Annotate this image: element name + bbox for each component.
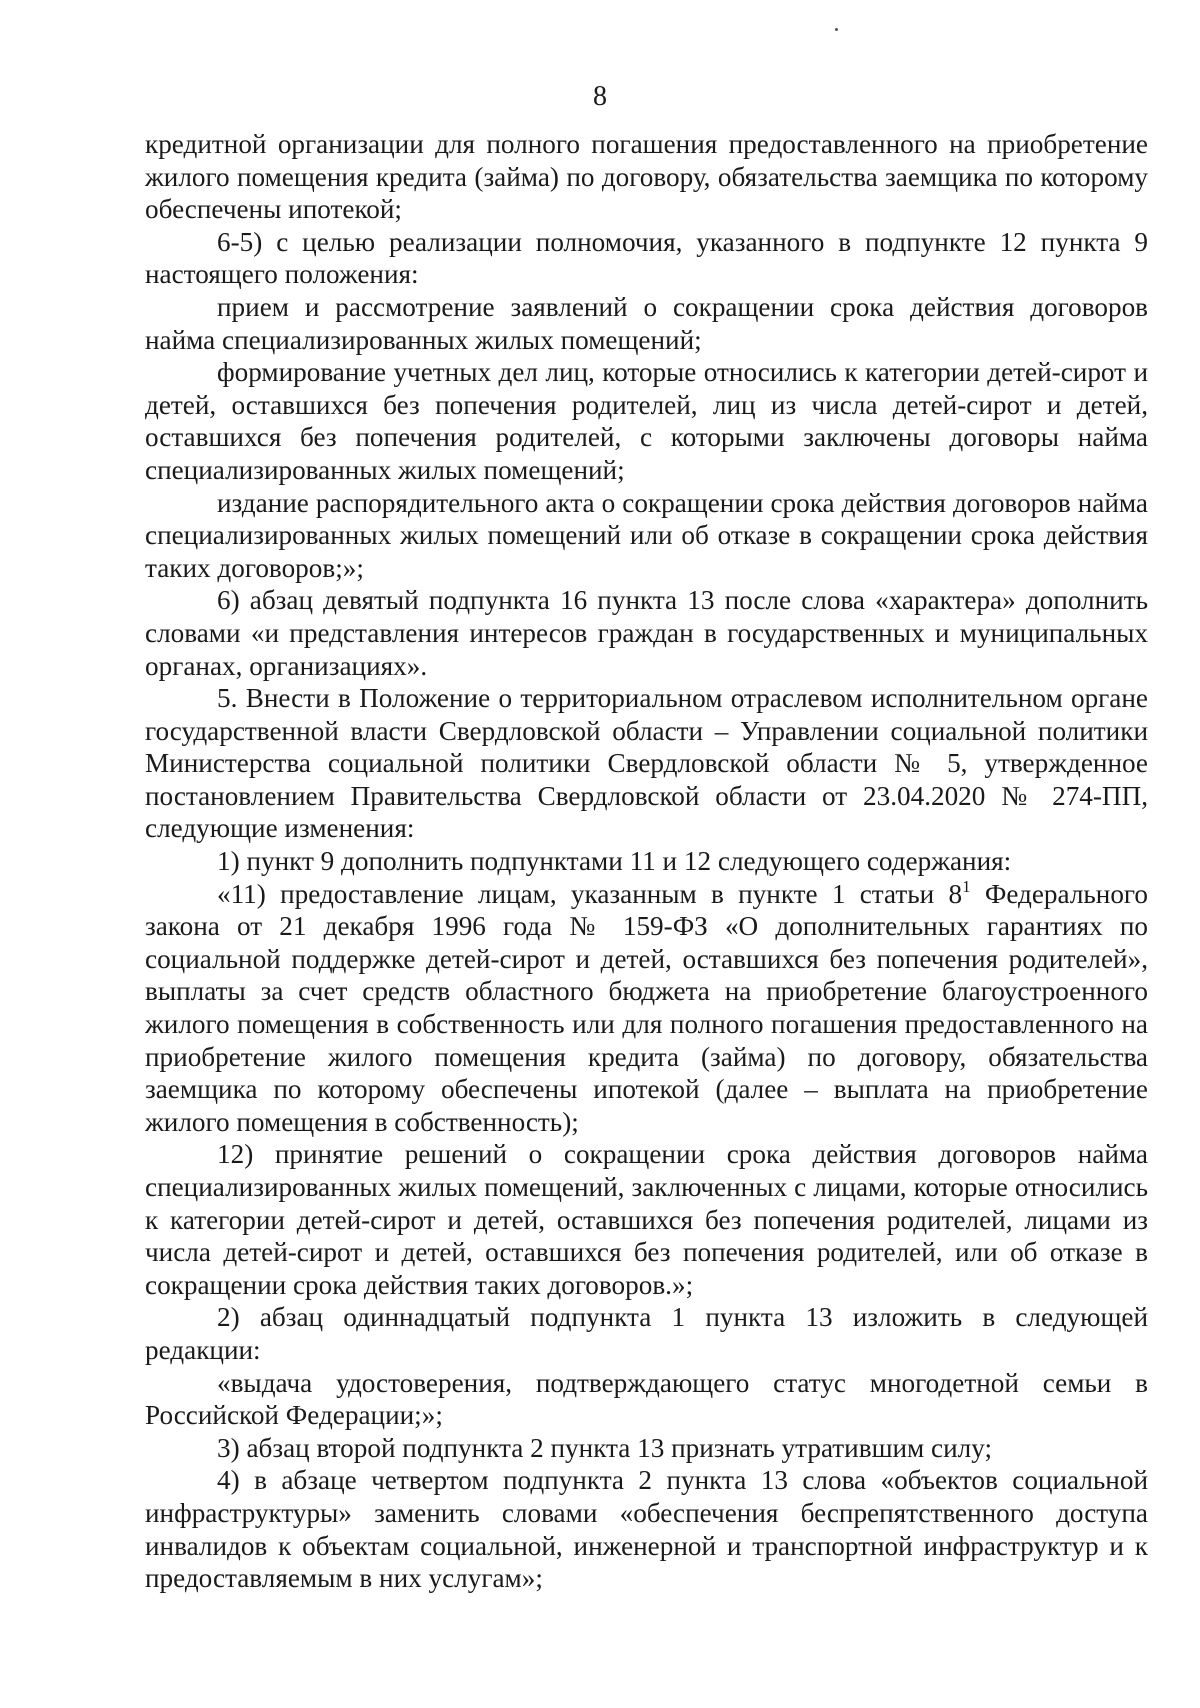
scan-speck bbox=[835, 28, 838, 31]
paragraph-text-part: «11) предоставление лицам, указанным в пункте 1 статьи 8 bbox=[217, 878, 963, 909]
paragraph: 4) в абзаце четвертом подпункта 2 пункта 13 слова «объектов социальной инфраструктуры» заменить словами «обеспечения беспрепятственного доступа инвалидов к объектам социальной, инженерной и транспортной инфраструктур и к предоставляемым в них услугам»; bbox=[145, 1465, 1148, 1594]
paragraph: 6) абзац девятый подпункта 16 пункта 13 после слова «характера» дополнить словами «и представления интересов граждан в государственных и муниципальных органах, организациях». bbox=[145, 585, 1148, 681]
paragraph: 5. Внести в Положение о территориальном отраслевом исполнительном органе государственной власти Свердловской области – Управлении социальной политики Министерства социальной политики Свердловской области № 5, утвержденное постановлением Правительства Свердловской области от 23.04.2020 № 274-ПП, следующие изменения: bbox=[145, 683, 1148, 844]
paragraph: издание распорядительного акта о сокращении срока действия договоров найма специализированных жилых помещений или об отказе в сокращении срока действия таких договоров;»; bbox=[145, 487, 1148, 583]
paragraph bbox=[145, 878, 1148, 1139]
paragraph: 12) принятие решений о сокращении срока действия договоров найма специализированных жилых помещений, заключенных с лицами, которые относились к категории детей-сирот и детей, оставшихся без попечения родителей, лицами из числа детей-сирот и детей, оставшихся без попечения родителей, или об отказе в сокращении срока действия таких договоров.»; bbox=[145, 1139, 1148, 1300]
paragraph: 2) абзац одиннадцатый подпункта 1 пункта 13 изложить в следующей редакции: bbox=[145, 1302, 1148, 1365]
superscript: 1 bbox=[962, 876, 971, 896]
paragraph: 1) пункт 9 дополнить подпунктами 11 и 12 следующего содержания: bbox=[217, 846, 1012, 877]
paragraph: формирование учетных дел лиц, которые относились к категории детей-сирот и детей, оставшихся без попечения родителей, лиц из числа детей-сирот и детей, оставшихся без попечения родителей, с которыми заключены договоры найма специализированных жилых помещений; bbox=[145, 357, 1148, 485]
document-body bbox=[145, 128, 1148, 1595]
page-number: 8 bbox=[593, 81, 607, 112]
paragraph: прием и рассмотрение заявлений о сокращении срока действия договоров найма специализированных жилых помещений; bbox=[145, 291, 1148, 355]
paragraph: 6-5) с целью реализации полномочия, указанного в подпункте 12 пункта 9 настоящего положения: bbox=[145, 226, 1148, 290]
paragraph-text-part: Федерального закона от 21 декабря 1996 года № 159-ФЗ «О дополнительных гарантиях по социальной поддержке детей-сирот и детей, оставшихся без попечения родителей», выплаты за счет средств областного бюджета на приобретение благоустроенного жилого помещения в собственность или для полного погашения предоставленного на приобретение жилого помещения кредита (займа) по договору, обязательства заемщика по которому обеспечены ипотекой (далее – выплата на приобретение жилого помещения в собственность); bbox=[145, 878, 1149, 1137]
paragraph: кредитной организации для полного погашения предоставленного на приобретение жилого помещения кредита (займа) по договору, обязательства заемщика по которому обеспечены ипотекой; bbox=[145, 129, 1148, 225]
paragraph: 3) абзац второй подпункта 2 пункта 13 признать утратившим силу; bbox=[217, 1432, 993, 1463]
paragraph: «выдача удостоверения, подтверждающего статус многодетной семьи в Российской Федерации;»; bbox=[145, 1367, 1148, 1431]
